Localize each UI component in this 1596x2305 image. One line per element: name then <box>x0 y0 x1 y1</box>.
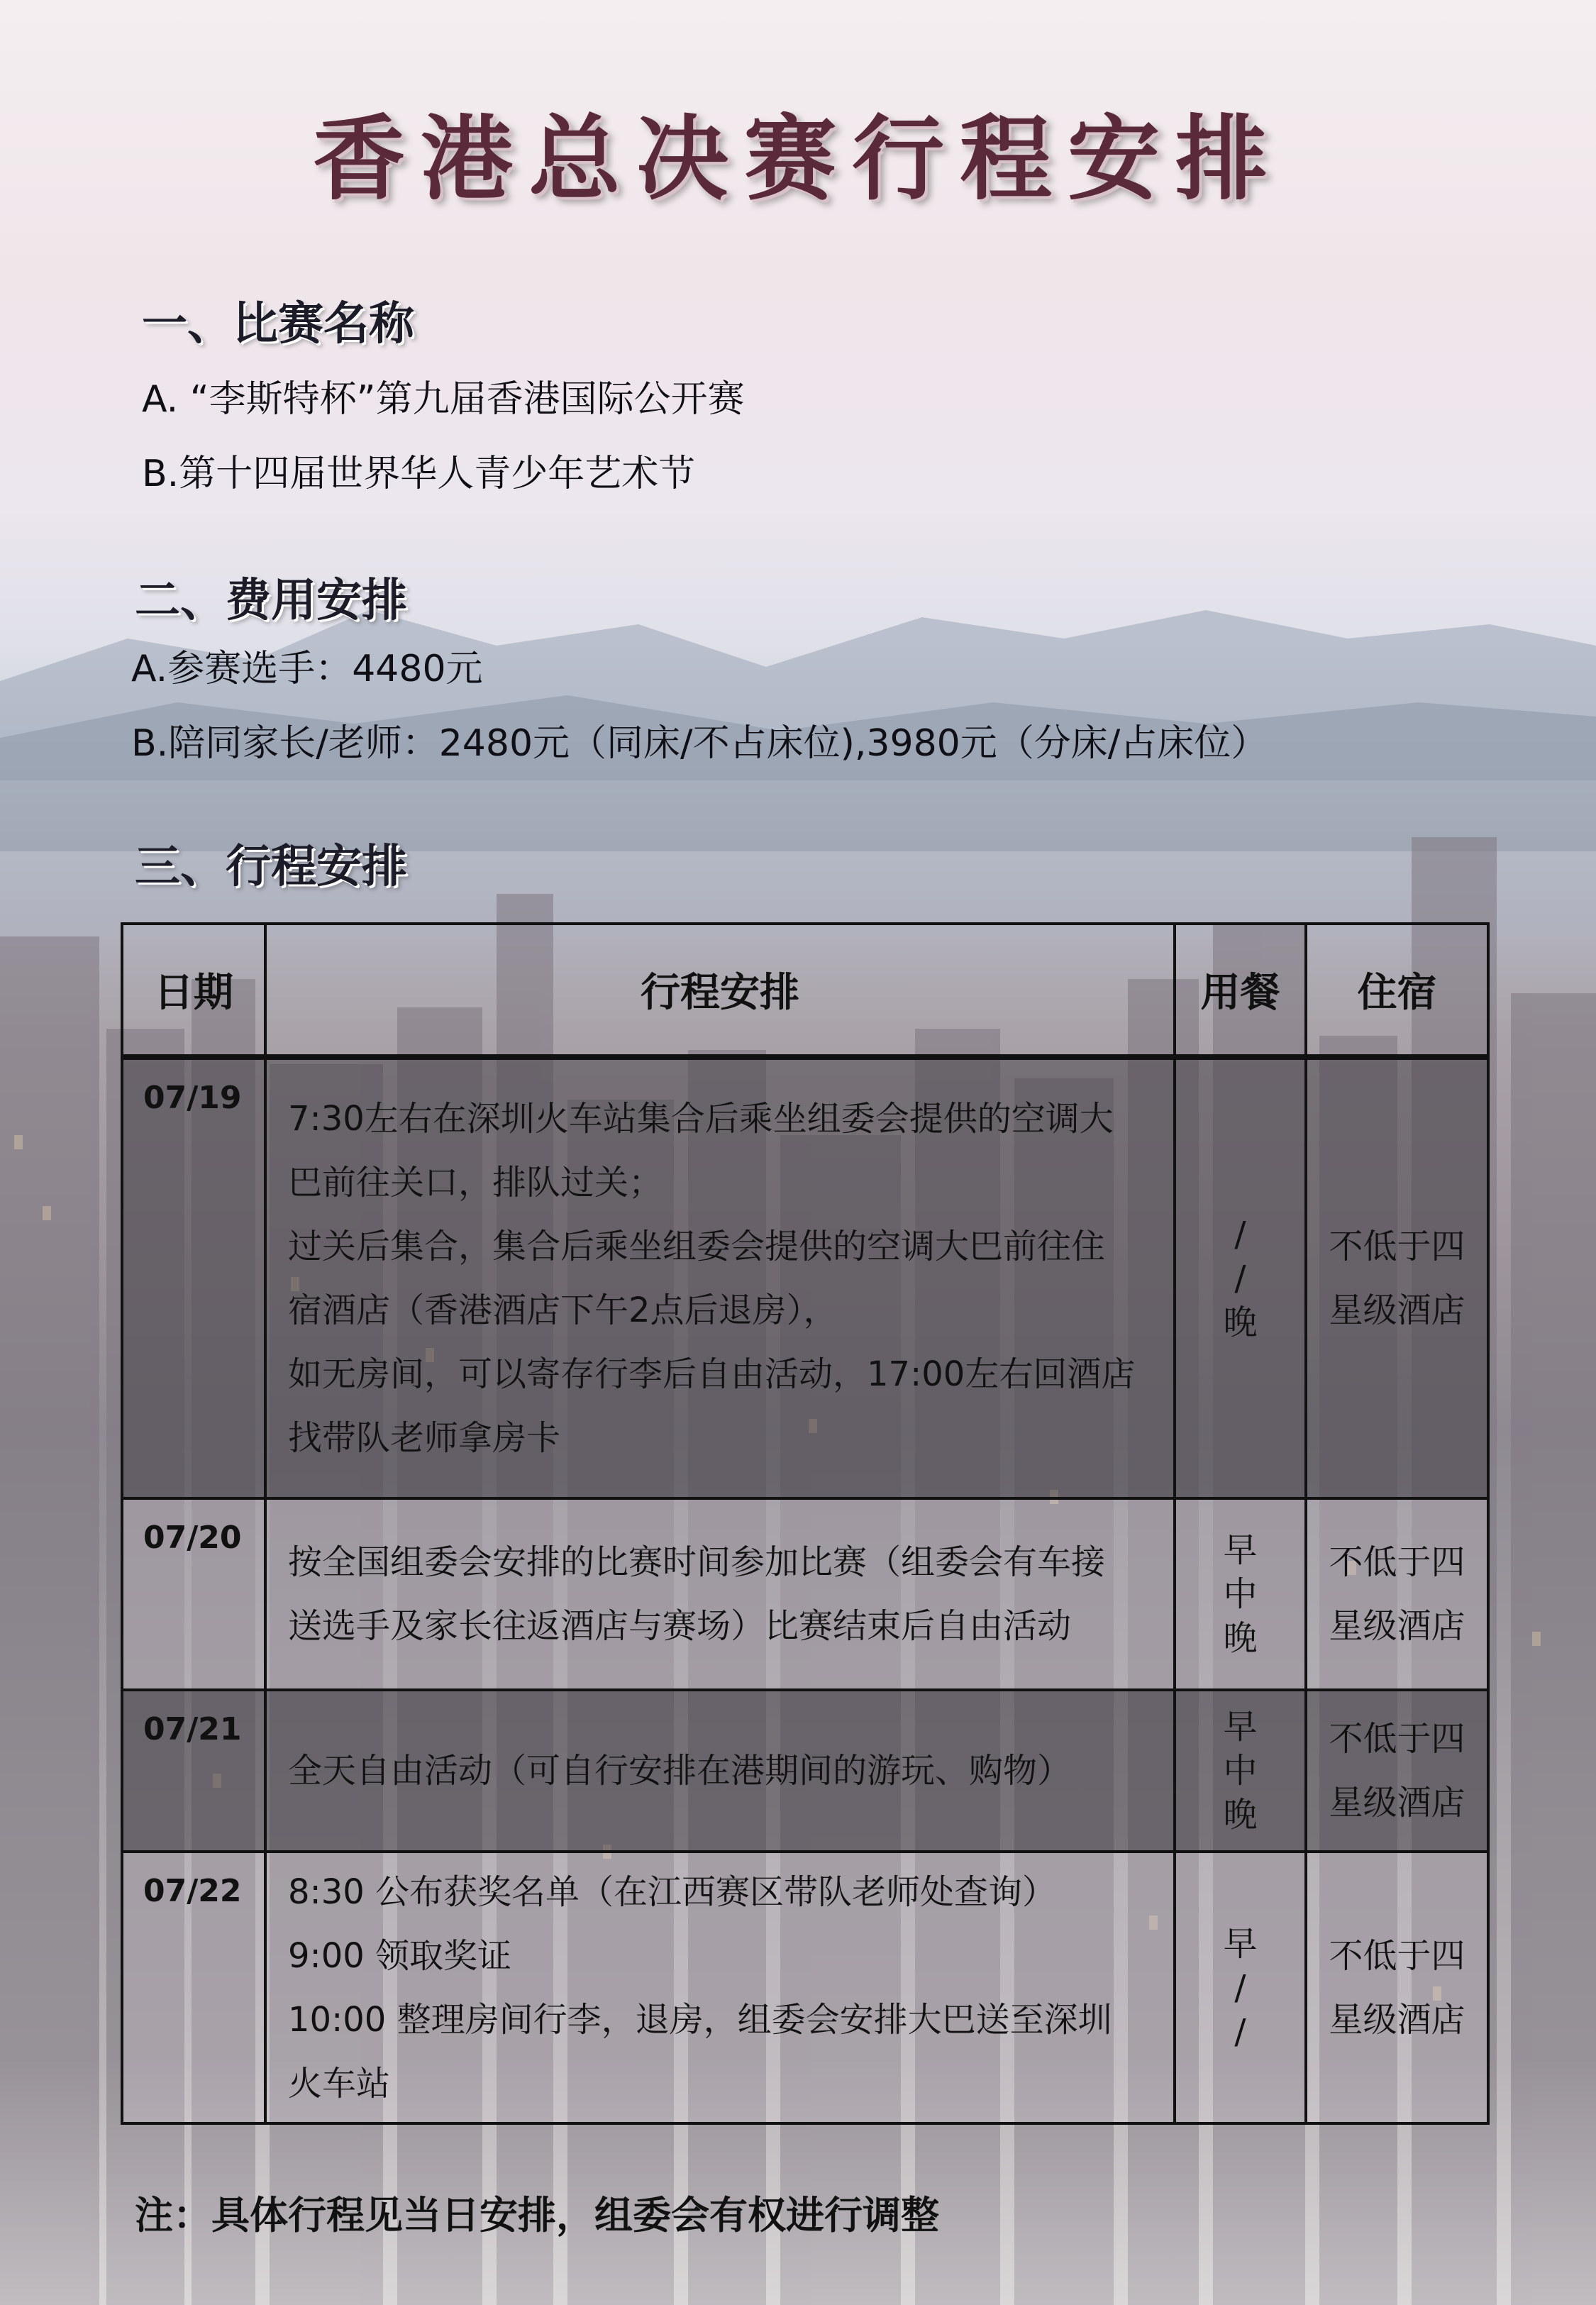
meal-dinner: 晚 <box>1223 1795 1258 1835</box>
meal-dinner: 晚 <box>1223 1618 1258 1658</box>
competition-item-a: A. “李斯特杯”第九届香港国际公开赛 <box>142 378 745 421</box>
section-heading-fees: 二、费用安排 <box>135 575 407 627</box>
section-heading-competition: 一、比赛名称 <box>142 298 414 350</box>
schedule-line: 如无房间，可以寄存行李后自由活动，17:00左右回酒店 <box>288 1354 1136 1394</box>
itinerary-table <box>121 922 1490 2125</box>
table-row-hotel <box>1307 1500 1487 1688</box>
table-row-hotel <box>1307 1691 1487 1850</box>
table-row-date: 07/22 <box>143 1873 242 1909</box>
footer-note: 注：具体行程见当日安排，组委会有权进行调整 <box>135 2193 939 2238</box>
schedule-line: 按全国组委会安排的比赛时间参加比赛（组委会有车接 <box>288 1542 1106 1582</box>
table-row-schedule <box>267 1060 1173 1497</box>
hotel-line: 不低于四 <box>1329 1227 1465 1266</box>
section-heading-itinerary: 三、行程安排 <box>135 841 407 893</box>
meal-breakfast: 早 <box>1223 1707 1258 1747</box>
hotel-line: 不低于四 <box>1329 1935 1465 1976</box>
meal-lunch: 中 <box>1223 1751 1258 1791</box>
table-row-date: 07/21 <box>143 1711 242 1747</box>
meal-dinner: / <box>1234 2011 1246 2052</box>
header-hotel: 住宿 <box>1357 970 1437 1016</box>
schedule-line: 巴前往关口，排队过关； <box>288 1163 663 1203</box>
table-row-hotel <box>1307 1060 1487 1497</box>
header-date: 日期 <box>154 970 233 1016</box>
table-row-schedule <box>267 1691 1173 1850</box>
header-meals: 用餐 <box>1200 970 1280 1016</box>
schedule-line: 过关后集合，集合后乘坐组委会提供的空调大巴前往住 <box>288 1227 1106 1266</box>
table-row-hotel <box>1307 1853 1487 2122</box>
fee-item-a: A.参赛选手：4480元 <box>131 648 483 690</box>
page-title: 香港总决赛行程安排 <box>312 104 1283 213</box>
hotel-line: 不低于四 <box>1329 1719 1465 1759</box>
table-divider <box>123 1054 1487 1060</box>
schedule-line: 宿酒店（香港酒店下午2点后退房）， <box>288 1290 838 1330</box>
table-row-meals <box>1176 1691 1304 1850</box>
hotel-line: 星级酒店 <box>1329 1606 1465 1646</box>
schedule-line: 7:30左右在深圳火车站集合后乘坐组委会提供的空调大 <box>288 1099 1114 1139</box>
schedule-line: 10:00 整理房间行李，退房，组委会安排大巴送至深圳 <box>288 1999 1112 2040</box>
hotel-line: 不低于四 <box>1329 1542 1465 1582</box>
meal-lunch: / <box>1234 1967 1246 2008</box>
meal-lunch: 中 <box>1223 1574 1258 1614</box>
meal-breakfast: / <box>1234 1215 1246 1254</box>
schedule-line: 9:00 领取奖证 <box>288 1935 512 1976</box>
competition-item-b: B.第十四届世界华人青少年艺术节 <box>142 453 696 495</box>
table-row-meals <box>1176 1500 1304 1688</box>
table-row-schedule <box>267 1500 1173 1688</box>
table-row-meals <box>1176 1853 1304 2122</box>
table-row-meals <box>1176 1060 1304 1497</box>
schedule-line: 送选手及家长往返酒店与赛场）比赛结束后自由活动 <box>288 1606 1072 1646</box>
schedule-line: 8:30 公布获奖名单（在江西赛区带队老师处查询） <box>288 1872 1057 1912</box>
fee-item-b: B.陪同家长/老师：2480元（同床/不占床位),3980元（分床/占床位） <box>131 722 1268 765</box>
table-row-date: 07/19 <box>143 1080 242 1116</box>
hotel-line: 星级酒店 <box>1329 1999 1465 2040</box>
meal-breakfast: 早 <box>1223 1923 1258 1964</box>
meal-dinner: 晚 <box>1223 1303 1258 1342</box>
header-schedule: 行程安排 <box>641 970 799 1016</box>
meal-breakfast: 早 <box>1223 1530 1258 1570</box>
table-row-date: 07/20 <box>143 1520 242 1556</box>
meal-lunch: / <box>1234 1259 1246 1298</box>
schedule-line: 全天自由活动（可自行安排在港期间的游玩、购物） <box>288 1751 1072 1791</box>
schedule-line: 找带队老师拿房卡 <box>288 1418 561 1458</box>
table-row-schedule <box>267 1853 1173 2122</box>
hotel-line: 星级酒店 <box>1329 1290 1465 1330</box>
schedule-line: 火车站 <box>288 2063 391 2104</box>
hotel-line: 星级酒店 <box>1329 1783 1465 1823</box>
